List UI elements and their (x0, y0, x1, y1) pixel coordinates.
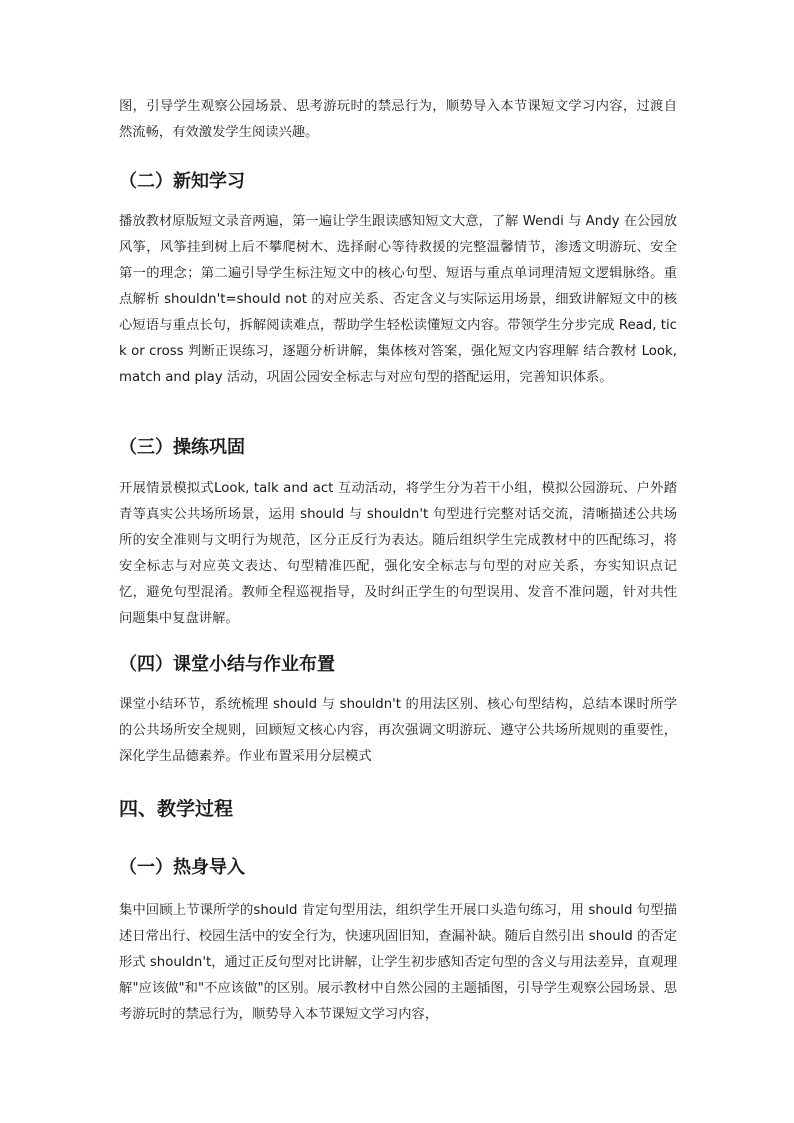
heading-practice: （三）操练巩固 (119, 437, 245, 458)
practice-paragraph: 开展情景模拟式Look, talk and act 互动活动，将学生分为若干小组，模拟公园游玩、户外踏青等真实公共场所场景，运用 should 与 shouldn't 句型进行完整对话交流，清晰描述公共场所的安全准则与文明行为规范，区分正反行为表达。随后组织学生完成教材中的匹配练习，将安全标志与对应英文表达、句型精准匹配，强化安全标志与句型的对应关系，夯实知识点记忆，避免句型混淆。教师全程巡视指导，及时纠正学生的句型误用、发音不准问题，针对共性问题集中复盘讲解。 (119, 481, 677, 626)
warmup-paragraph: 集中回顾上节课所学的should 肯定句型用法，组织学生开展口头造句练习，用 should 句型描述日常出行、校园生活中的安全行为，快速巩固旧知，查漏补缺。随后自然引出 should 的否定形式 shouldn't，通过正反句型对比讲解，让学生初步感知否定句型的含义与用法差异，直观理解"应该做"和"不应该做"的区别。展示教材中自然公园的主题插图，引导学生观察公园场景、思考游玩时的禁忌行为，顺势导入本节课短文学习内容， (119, 903, 677, 1022)
heading-warmup: （一）热身导入 (119, 857, 245, 878)
intro-paragraph: 图，引导学生观察公园场景、思考游玩时的禁忌行为，顺势导入本节课短文学习内容，过渡自然流畅，有效激发学生阅读兴趣。 (119, 99, 677, 140)
summary-paragraph: 课堂小结环节，系统梳理 should 与 shouldn't 的用法区别、核心句型结构，总结本课时所学的公共场所安全规则，回顾短文核心内容，再次强调文明游玩、遵守公共场所规则的重要性，深化学生品德素养。作业布置采用分层模式 (119, 697, 677, 764)
heading-teaching-process: 四、教学过程 (119, 798, 234, 820)
heading-summary-homework: （四）课堂小结与作业布置 (119, 654, 335, 675)
new-knowledge-paragraph: 播放教材原版短文录音两遍，第一遍让学生跟读感知短文大意，了解 Wendi 与 Andy 在公园放风筝，风筝挂到树上后不攀爬树木、选择耐心等待救援的完整温馨情节，渗透文明游玩、安全第一的理念；第二遍引导学生标注短文中的核心句型、短语与重点单词理清短文逻辑脉络。重点解析 shouldn't=should not 的对应关系、否定含义与实际运用场景，细致讲解短文中的核心短语与重点长句，拆解阅读难点，帮助学生轻松读懂短文内容。带领学生分步完成 Read, tick or cross 判断正误练习，逐题分析讲解，集体核对答案，强化短文内容理解 结合教材 Look, match and play 活动，巩固公园安全标志与对应句型的搭配运用，完善知识体系。 (119, 214, 677, 385)
heading-new-knowledge: （二）新知学习 (119, 171, 245, 192)
